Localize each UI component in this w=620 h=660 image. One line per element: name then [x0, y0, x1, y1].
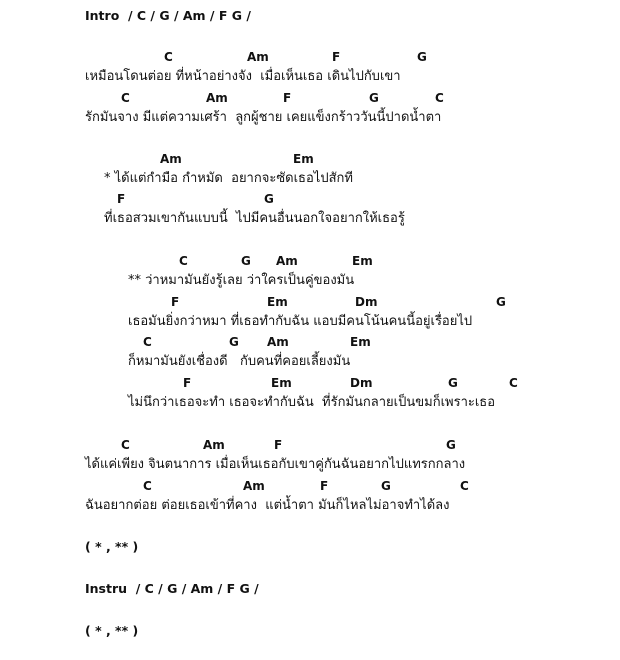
chord-label: F: [332, 50, 341, 64]
chord-label: C: [143, 335, 152, 349]
chord-label: G: [241, 254, 251, 268]
chord-label: Am: [276, 254, 298, 268]
chord-label: Em: [350, 335, 371, 349]
chord-label: C: [121, 91, 130, 105]
chord-label: C: [509, 376, 518, 390]
chord-label: Em: [352, 254, 373, 268]
chord-label: G: [496, 295, 506, 309]
chord-label: F: [183, 376, 192, 390]
chord-label: C: [143, 479, 152, 493]
lyric-line: ที่เธอสวมเขากันแบบนี้ ไปมีคนอื่นนอกใจอยากให้เธอรู้: [104, 211, 405, 226]
chord-label: Am: [160, 152, 182, 166]
chord-label: Em: [271, 376, 292, 390]
chord-label: F: [117, 192, 126, 206]
chord-label: C: [164, 50, 173, 64]
lyric-line: ฉันอยากต่อย ต่อยเธอเข้าที่คาง แต่น้ำตา มันก็ไหลไม่อาจทำได้ลง: [85, 498, 450, 513]
chord-label: Am: [203, 438, 225, 452]
intro-line: Intro / C / G / Am / F G /: [85, 8, 251, 23]
chord-label: G: [369, 91, 379, 105]
repeat-marker: ( * , ** ): [85, 623, 139, 638]
chord-label: G: [264, 192, 274, 206]
lyric-line: * ได้แต่กำมือ กำหมัด อยากจะซัดเธอไปสักที: [104, 171, 353, 186]
repeat-marker: ( * , ** ): [85, 539, 139, 554]
lyric-line: ไม่นึกว่าเธอจะทำ เธอจะทำกับฉัน ที่รักมันกลายเป็นขมก็เพราะเธอ: [128, 395, 496, 410]
chord-label: F: [283, 91, 292, 105]
lyric-line: เหมือนโดนต่อย ที่หน้าอย่างจัง เมื่อเห็นเธอ เดินไปกับเขา: [85, 69, 401, 84]
lyric-line: ก็หมามันยังเชื่องดี กับคนที่คอยเลี้ยงมัน: [128, 354, 351, 369]
chord-label: C: [121, 438, 130, 452]
chord-label: Am: [206, 91, 228, 105]
chord-label: F: [171, 295, 180, 309]
lyric-line: เธอมันยิ่งกว่าหมา ที่เธอทำกับฉัน แอบมีคนโน้นคนนี้อยู่เรื่อยไป: [128, 314, 473, 329]
chord-label: G: [229, 335, 239, 349]
lyric-line: รักมันจาง มีแต่ความเศร้า ลูกผู้ชาย เคยแข็งกร้าววันนี้ปาดน้ำตา: [85, 110, 442, 125]
chord-label: F: [320, 479, 329, 493]
chord-label: Em: [267, 295, 288, 309]
chord-label: Dm: [350, 376, 373, 390]
chord-label: Am: [247, 50, 269, 64]
chord-label: G: [417, 50, 427, 64]
lyric-line: ได้แค่เพียง จินตนาการ เมื่อเห็นเธอกับเขาคู่กันฉันอยากไปแทรกกลาง: [85, 457, 466, 472]
chord-label: Am: [267, 335, 289, 349]
chord-label: C: [460, 479, 469, 493]
chord-label: C: [179, 254, 188, 268]
chord-label: F: [274, 438, 283, 452]
chord-label: C: [435, 91, 444, 105]
chord-label: G: [446, 438, 456, 452]
instrumental-line: Instru / C / G / Am / F G /: [85, 581, 259, 596]
lyric-line: ** ว่าหมามันยังรู้เลย ว่าใครเป็นคู่ของมัน: [128, 273, 355, 288]
chord-label: G: [381, 479, 391, 493]
chord-label: Am: [243, 479, 265, 493]
chord-label: Em: [293, 152, 314, 166]
chord-label: Dm: [355, 295, 378, 309]
chord-label: G: [448, 376, 458, 390]
